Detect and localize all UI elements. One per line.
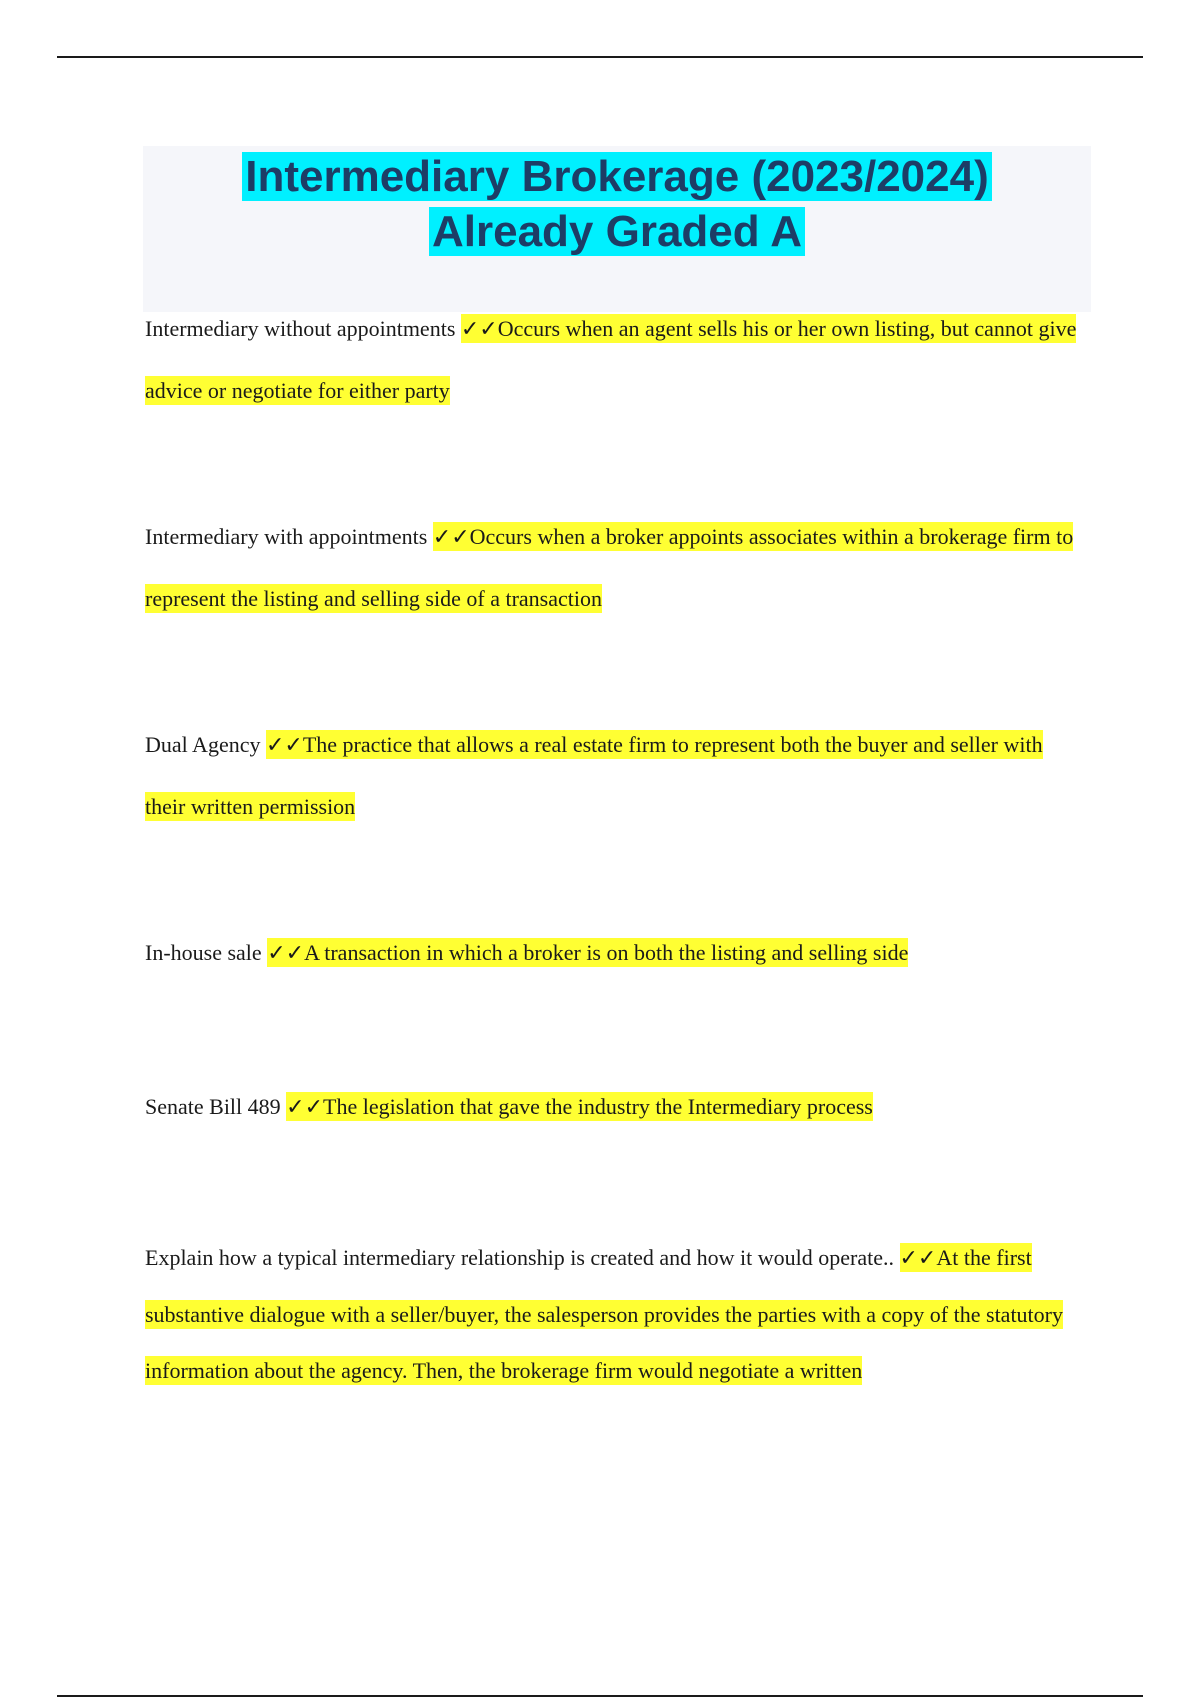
flashcard-entry: [145, 922, 1085, 984]
double-check-icon: ✓✓: [899, 1246, 937, 1271]
entry-term: Dual Agency: [145, 732, 261, 757]
entry-answer-text: A transaction in which a broker is on both the listing and selling side: [304, 940, 909, 965]
document-title: [143, 146, 1091, 259]
flashcard-entry: [145, 714, 1085, 837]
entry-answer-text: The legislation that gave the industry the Intermediary process: [323, 1094, 873, 1119]
double-check-icon: ✓✓: [432, 525, 470, 550]
entry-term: Senate Bill 489: [145, 1094, 281, 1119]
top-rule: [57, 56, 1143, 58]
entry-answer-text: At the first substantive dialogue with a seller/buyer, the salesperson provides the parties with a copy of the statutory information about the agency. Then, the brokerage firm would negotiate a written: [145, 1245, 1063, 1383]
flashcard-entry: [145, 506, 1085, 629]
flashcard-entry: [145, 298, 1085, 421]
flashcard-entry: [145, 1076, 1085, 1138]
entry-term: Intermediary without appointments: [145, 316, 456, 341]
title-banner: [143, 146, 1091, 312]
double-check-icon: ✓✓: [286, 1095, 324, 1120]
entry-answer: [145, 730, 1043, 821]
title-line-1: Intermediary Brokerage (2023/2024): [242, 152, 992, 201]
entry-answer-text: Occurs when a broker appoints associates within a brokerage firm to represent the listing and selling side of a transaction: [145, 524, 1074, 611]
flashcard-entry: [145, 1230, 1085, 1399]
entry-answer-text: Occurs when an agent sells his or her own listing, but cannot give advice or negotiate for either party: [145, 316, 1077, 403]
entry-answer-text: The practice that allows a real estate firm to represent both the buyer and seller with their written permission: [145, 732, 1043, 819]
entry-term: In-house sale: [145, 940, 262, 965]
double-check-icon: ✓✓: [265, 733, 303, 758]
title-line-2: Already Graded A: [429, 207, 805, 256]
bottom-rule: [57, 1695, 1143, 1697]
entry-term: Intermediary with appointments: [145, 524, 428, 549]
entry-term: Explain how a typical intermediary relationship is created and how it would operate..: [145, 1245, 894, 1270]
double-check-icon: ✓✓: [267, 941, 305, 966]
entry-answer: [267, 938, 908, 967]
entry-answer: [286, 1092, 873, 1121]
double-check-icon: ✓✓: [460, 317, 498, 342]
